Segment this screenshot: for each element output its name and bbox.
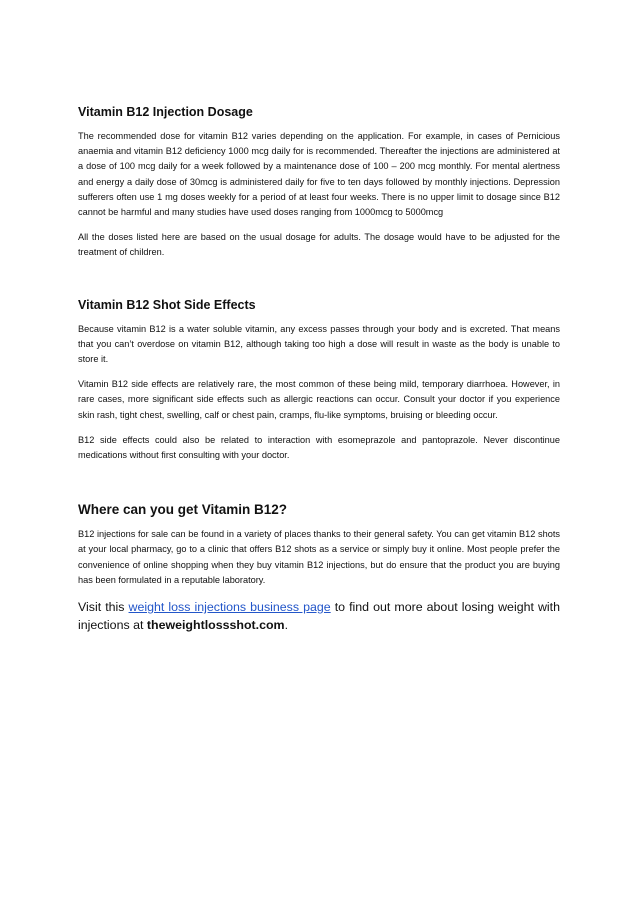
dosage-paragraph-2: All the doses listed here are based on the usual dosage for adults. The dosage would have to be adjusted for the treatment of children. bbox=[78, 232, 560, 258]
dosage-paragraph-1: The recommended dose for vitamin B12 varies depending on the application. For example, in cases of Pernicious anaemia and vitamin B12 deficiency 1000 mcg daily for is recommended. Thereafter the injections are administered at a dose of 100 mcg daily for a week followed by a maintenance dose of 100 – 200 mcg monthly. For mental alertness and energy a daily dose of 30mcg is administered daily for five to ten days followed by monthly injections. Depression sufferers often use 1 mg doses weekly for a period of at least four weeks. There is no upper limit to dosage since B12 cannot be harmful and many studies have used doses ranging from 1000mcg to 5000mcg bbox=[78, 131, 560, 218]
side-effects-paragraph-2: Vitamin B12 side effects are relatively rare, the most common of these being mild, temporary diarrhoea. However, in rare cases, more significant side effects such as allergic reactions can occur. Consult your doctor if you experience skin rash, tight chest, swelling, calf or chest pain, cramps, flu-like symptoms, bruising or bleeding occur. bbox=[78, 379, 560, 420]
section-spacer bbox=[78, 271, 560, 297]
section-heading-side-effects: Vitamin B12 Shot Side Effects bbox=[78, 297, 256, 312]
where-to-get-paragraph: B12 injections for sale can be found in a variety of places thanks to their general safety. You can get vitamin B12 shots at your local pharmacy, go to a clinic that offers B12 shots as a service or simply buy it online. Most people prefer the convenience of online shopping when they buy vitamin B12 injections, but do ensure that the product you are buying has been formulated in a reputable laboratory. bbox=[78, 529, 560, 585]
call-to-action bbox=[78, 598, 560, 634]
side-effects-paragraph-1: Because vitamin B12 is a water soluble vitamin, any excess passes through your body and is excreted. That means that you can’t overdose on vitamin B12, although taking too high a dose will result in waste as the body is unable to store it. bbox=[78, 323, 560, 365]
section-heading-dosage: Vitamin B12 Injection Dosage bbox=[78, 105, 253, 119]
section-spacer bbox=[78, 473, 560, 501]
side-effects-paragraph-3: B12 side effects could also be related to interaction with esomeprazole and pantoprazole. Never discontinue medications without first consulting with your doctor. bbox=[78, 434, 560, 461]
cta-suffix: . bbox=[284, 618, 289, 633]
site-name: theweightlossshot.com bbox=[146, 618, 285, 633]
cta-prefix: Visit this bbox=[78, 600, 129, 615]
cta-middle: to find out more about losing weight with injections at bbox=[78, 600, 560, 633]
section-heading-where-to-get: Where can you get Vitamin B12? bbox=[78, 502, 288, 518]
business-page-link[interactable]: weight loss injections business page bbox=[128, 600, 331, 615]
